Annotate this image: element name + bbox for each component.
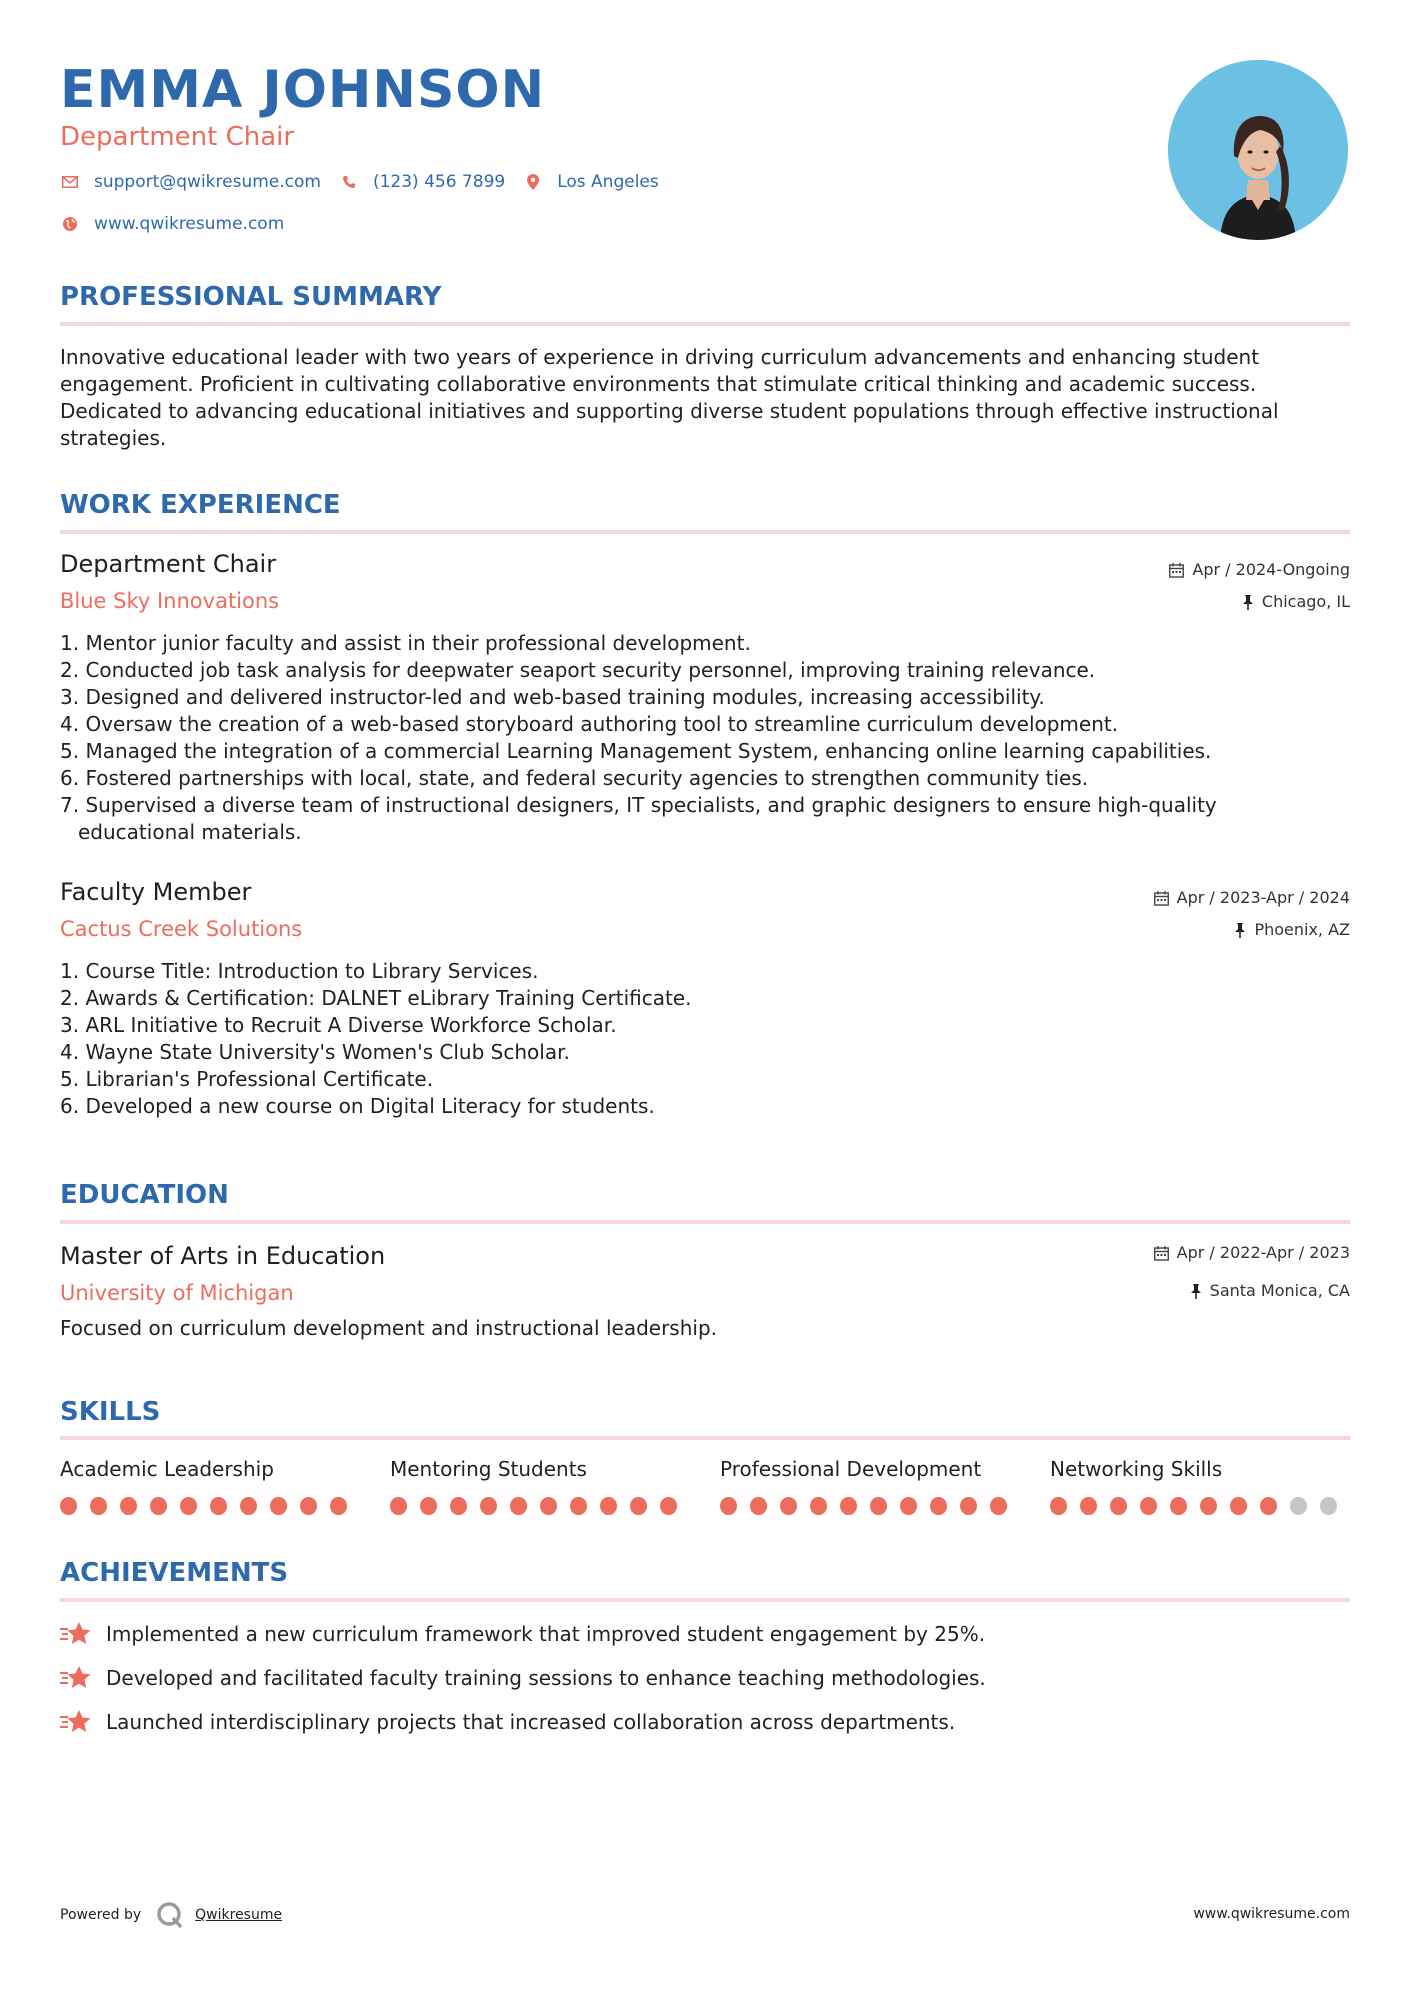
rating-dot-filled: [300, 1497, 317, 1515]
achievement-item: [60, 1664, 986, 1692]
rating-dot-filled: [270, 1497, 287, 1515]
achievements-heading: ACHIEVEMENTS: [60, 1558, 289, 1588]
job-location-text: Phoenix, AZ: [1254, 920, 1350, 939]
skill-item: [390, 1455, 690, 1515]
skills-heading: SKILLS: [60, 1397, 161, 1427]
pushpin-icon: [1190, 1284, 1202, 1299]
email-link[interactable]: support@qwikresume.com: [94, 172, 321, 192]
experience-heading: WORK EXPERIENCE: [60, 490, 341, 520]
rating-dot-filled: [510, 1497, 527, 1515]
skill-rating: [720, 1497, 1020, 1515]
rating-dot-filled: [450, 1497, 467, 1515]
skill-item: [1050, 1455, 1350, 1515]
rating-dot-filled: [660, 1497, 677, 1515]
education-location: [1190, 1280, 1350, 1302]
rating-dot-filled: [180, 1497, 197, 1515]
footer-url[interactable]: www.qwikresume.com: [1193, 1906, 1350, 1922]
achievement-text: Implemented a new curriculum framework that improved student engagement by 25%.: [106, 1622, 986, 1646]
job-location-text: Chicago, IL: [1261, 592, 1350, 611]
section-divider: [60, 530, 1350, 534]
rating-dot-filled: [720, 1497, 737, 1515]
school-name: University of Michigan: [60, 1281, 294, 1305]
rating-dot-filled: [240, 1497, 257, 1515]
skill-name: Professional Development: [720, 1457, 982, 1481]
profile-photo: [1168, 60, 1348, 240]
job-duties-list: [60, 630, 1332, 846]
rating-dot-filled: [1140, 1497, 1157, 1515]
list-item: 4. Wayne State University's Women's Club Scholar.: [60, 1040, 570, 1064]
candidate-title: Department Chair: [60, 122, 295, 152]
list-item: 4. Oversaw the creation of a web-based storyboard authoring tool to streamline curriculum development.: [60, 712, 1119, 736]
list-item: 1. Mentor junior faculty and assist in their professional development.: [60, 631, 751, 655]
rating-dot-filled: [810, 1497, 827, 1515]
globe-icon: [60, 214, 80, 234]
rating-dot-filled: [480, 1497, 497, 1515]
rating-dot-filled: [1170, 1497, 1187, 1515]
education-dates-text: Apr / 2022-Apr / 2023: [1176, 1243, 1350, 1262]
rating-dot-filled: [990, 1497, 1007, 1515]
list-item: 2. Awards & Certification: DALNET eLibrary Training Certificate.: [60, 986, 692, 1010]
skill-item: [60, 1455, 360, 1515]
job-dates: [1169, 559, 1350, 581]
skill-name: Academic Leadership: [60, 1457, 274, 1481]
section-divider: [60, 322, 1350, 326]
skill-item: [720, 1455, 1020, 1515]
skill-rating: [1050, 1497, 1350, 1515]
qwikresume-logo-icon: [155, 1900, 185, 1930]
rating-dot-filled: [570, 1497, 587, 1515]
rating-dot-filled: [600, 1497, 617, 1515]
rating-dot-filled: [60, 1497, 77, 1515]
list-item: 3. ARL Initiative to Recruit A Diverse Workforce Scholar.: [60, 1013, 617, 1037]
rating-dot-filled: [90, 1497, 107, 1515]
rating-dot-filled: [750, 1497, 767, 1515]
list-item: 5. Managed the integration of a commercial Learning Management System, enhancing online learning capabilities.: [60, 739, 1212, 763]
list-item: 1. Course Title: Introduction to Library Services.: [60, 959, 539, 983]
list-item: 3. Designed and delivered instructor-led and web-based training modules, increasing accessibility.: [60, 685, 1045, 709]
job-dates-text: Apr / 2024-Ongoing: [1192, 560, 1350, 579]
rating-dot-filled: [420, 1497, 437, 1515]
section-divider: [60, 1436, 1350, 1440]
rating-dot-filled: [870, 1497, 887, 1515]
skill-rating: [60, 1497, 360, 1515]
rating-dot-filled: [1080, 1497, 1097, 1515]
rating-dot-filled: [630, 1497, 647, 1515]
achievement-text: Developed and facilitated faculty training sessions to enhance teaching methodologies.: [106, 1666, 986, 1690]
rating-dot-filled: [330, 1497, 347, 1515]
list-item: educational materials.: [78, 820, 302, 844]
rating-dot-filled: [1050, 1497, 1067, 1515]
skill-rating: [390, 1497, 690, 1515]
phone-number[interactable]: (123) 456 7899: [372, 172, 506, 192]
pushpin-icon: [1234, 923, 1246, 938]
job-duties-list: [60, 958, 1332, 1120]
company-name: Blue Sky Innovations: [60, 589, 280, 613]
achievement-item: [60, 1708, 955, 1736]
education-location-text: Santa Monica, CA: [1209, 1281, 1350, 1300]
list-item: 6. Developed a new course on Digital Literacy for students.: [60, 1094, 655, 1118]
section-divider: [60, 1598, 1350, 1602]
location-pin-icon: [523, 172, 543, 192]
rating-dot-filled: [960, 1497, 977, 1515]
powered-by-label: Powered by: [60, 1907, 142, 1923]
list-item: 5. Librarian's Professional Certificate.: [60, 1067, 434, 1091]
summary-text: Innovative educational leader with two years of experience in driving curriculum advancements and enhancing student engagement. Proficient in cultivating collaborative environments that stimulate critical thinking and academic success. Dedicated to advancing educational initiatives and supporting diverse student populations through effective instructional strategies.: [60, 345, 1279, 450]
section-divider: [60, 1220, 1350, 1224]
rating-dot-filled: [150, 1497, 167, 1515]
qwikresume-brand-link[interactable]: Qwikresume: [195, 1907, 283, 1923]
resume-page: [60, 0, 1350, 1990]
star-award-icon: [60, 1664, 92, 1692]
education-heading: EDUCATION: [60, 1180, 229, 1210]
rating-dot-filled: [540, 1497, 557, 1515]
rating-dot-filled: [930, 1497, 947, 1515]
rating-dot-filled: [1230, 1497, 1247, 1515]
calendar-icon: [1169, 563, 1184, 578]
rating-dot-filled: [1260, 1497, 1277, 1515]
rating-dot-filled: [840, 1497, 857, 1515]
calendar-icon: [1154, 1246, 1169, 1261]
contact-row-primary: [60, 172, 677, 192]
rating-dot-filled: [120, 1497, 137, 1515]
job-dates: [1154, 887, 1350, 909]
job-dates-text: Apr / 2023-Apr / 2024: [1176, 888, 1350, 907]
skill-name: Mentoring Students: [390, 1457, 587, 1481]
rating-dot-empty: [1320, 1497, 1337, 1515]
job-location: [1234, 919, 1350, 941]
achievement-item: [60, 1620, 985, 1648]
contact-row-secondary: [60, 214, 302, 234]
summary-heading: PROFESSIONAL SUMMARY: [60, 282, 442, 312]
education-dates: [1154, 1242, 1350, 1264]
list-item: 2. Conducted job task analysis for deepwater seaport security personnel, improving training relevance.: [60, 658, 1096, 682]
job-location: [1242, 591, 1350, 613]
rating-dot-filled: [900, 1497, 917, 1515]
website-link[interactable]: www.qwikresume.com: [94, 214, 285, 234]
candidate-name: EMMA JOHNSON: [60, 60, 546, 120]
company-name: Cactus Creek Solutions: [60, 917, 303, 941]
list-item: 7. Supervised a diverse team of instructional designers, IT specialists, and graphic designers to ensure high-quality: [60, 793, 1217, 817]
achievement-text: Launched interdisciplinary projects that increased collaboration across departments.: [106, 1710, 956, 1734]
education-description: Focused on curriculum development and instructional leadership.: [60, 1316, 718, 1340]
skill-name: Networking Skills: [1050, 1457, 1223, 1481]
list-item: 6. Fostered partnerships with local, state, and federal security agencies to strengthen community ties.: [60, 766, 1089, 790]
degree-title: Master of Arts in Education: [60, 1242, 386, 1270]
rating-dot-filled: [1200, 1497, 1217, 1515]
rating-dot-filled: [210, 1497, 227, 1515]
star-award-icon: [60, 1708, 92, 1736]
calendar-icon: [1154, 891, 1169, 906]
job-title: Faculty Member: [60, 878, 252, 906]
rating-dot-filled: [780, 1497, 797, 1515]
rating-dot-filled: [390, 1497, 407, 1515]
location-text: Los Angeles: [557, 172, 659, 192]
job-title: Department Chair: [60, 550, 277, 578]
star-award-icon: [60, 1620, 92, 1648]
envelope-icon: [60, 172, 80, 192]
pushpin-icon: [1242, 595, 1254, 610]
phone-icon: [339, 172, 359, 192]
rating-dot-filled: [1110, 1497, 1127, 1515]
footer-powered-by: [60, 1900, 282, 1930]
rating-dot-empty: [1290, 1497, 1307, 1515]
